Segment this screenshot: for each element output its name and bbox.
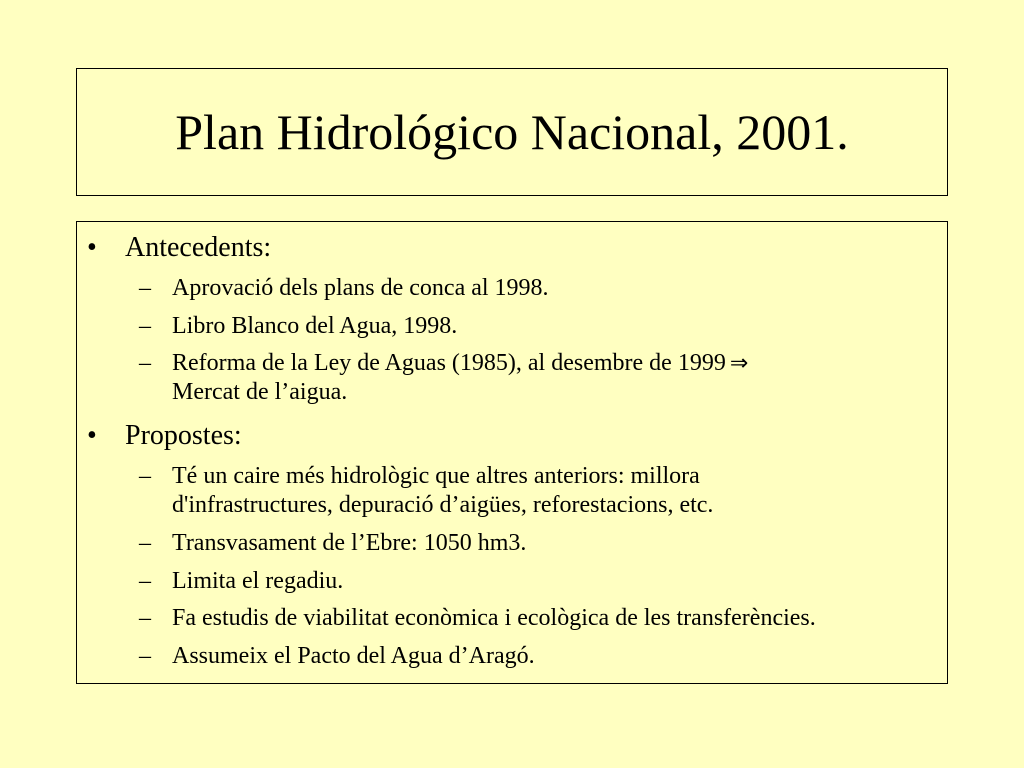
dash-symbol: –: [139, 275, 151, 301]
bullet-symbol: •: [87, 420, 97, 451]
list-item-text: Assumeix el Pacto del Agua d’Aragó.: [172, 643, 535, 669]
list-item-text: Té un caire més hidrològic que altres anteriors: millora: [172, 463, 700, 489]
dash-symbol: –: [139, 568, 151, 594]
section-heading: Propostes:: [125, 420, 242, 451]
bullet-antecedents: [87, 232, 271, 264]
bullet-symbol: •: [87, 232, 97, 263]
dash-symbol: –: [139, 463, 151, 489]
slide-title: Plan Hidrológico Nacional, 2001.: [175, 104, 849, 160]
list-item: [139, 642, 535, 671]
list-item-text: Transvasament de l’Ebre: 1050 hm3.: [172, 530, 527, 556]
list-item: [139, 529, 526, 558]
list-item: [139, 312, 457, 341]
dash-symbol: –: [139, 605, 151, 631]
section-heading: Antecedents:: [125, 232, 272, 263]
dash-symbol: –: [139, 350, 151, 376]
dash-symbol: –: [139, 313, 151, 339]
content-box: [76, 221, 948, 684]
implies-arrow-icon: ⇒: [729, 351, 749, 376]
list-item: [139, 462, 713, 520]
list-item: [139, 567, 343, 596]
list-item-text: Limita el regadiu.: [172, 568, 344, 594]
dash-symbol: –: [139, 643, 151, 669]
list-item-text: Libro Blanco del Agua, 1998.: [172, 313, 458, 339]
title-box: [76, 68, 948, 196]
dash-symbol: –: [139, 530, 151, 556]
list-item: [139, 604, 816, 633]
list-item: [139, 349, 748, 407]
list-item-text: Fa estudis de viabilitat econòmica i ecològica de les transferències.: [172, 605, 816, 631]
bullet-propostes: [87, 420, 242, 452]
list-item: [139, 274, 549, 303]
list-item-continuation: Mercat de l’aigua.: [172, 379, 348, 405]
list-item-text: Aprovació dels plans de conca al 1998.: [172, 275, 549, 301]
list-item-continuation: d'infrastructures, depuració d’aigües, reforestacions, etc.: [172, 492, 714, 518]
list-item-text: Reforma de la Ley de Aguas (1985), al desembre de 1999: [172, 350, 726, 376]
